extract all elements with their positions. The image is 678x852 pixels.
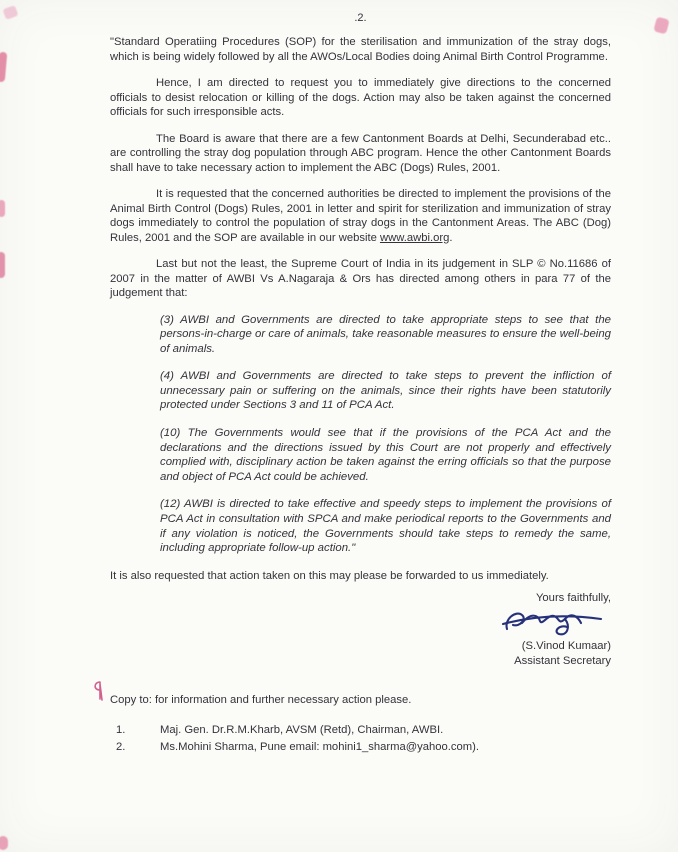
scan-artifact-top-right (653, 17, 669, 35)
judgement-quote-4: (4) AWBI and Governments are directed to take steps to prevent the infliction of unnecessary pain or suffering on the animals, since their rights have been statutorily protected under Sections 3 and 11 of PCA Act. (160, 370, 611, 412)
valediction: Yours faithfully, (535, 592, 611, 605)
copy-item-text: Ms.Mohini Sharma, Pune email: mohini1_sharma@yahoo.com). (160, 741, 480, 754)
paragraph-sop: "Standard Operatiing Procedures (SOP) for the sterilisation and immunization of the stray dogs, which is being widely followed by all the AWOs/Local Bodies doing Animal Birth Control Programme. (110, 36, 611, 63)
signatory-title: Assistant Secretary (514, 655, 611, 668)
paragraph-cantonment-boards: The Board is aware that there are a few Cantonment Boards at Delhi, Secunderabad etc.. are controlling the stray dog population through ABC program. Hence the other Cantonment Boards shall have to take necessary action to implement the ABC (Dogs) Rules, 2001. (110, 132, 611, 174)
scan-artifact-left-1 (0, 52, 7, 83)
copy-item-number: 2. (116, 741, 126, 754)
pink-pen-mark-icon (90, 680, 106, 702)
judgement-quote-12: (12) AWBI is directed to take effective and speedy steps to implement the provisions of PCA Act in consultation with SPCA and make periodical reports to the Governments and if any violation is noticed, the Governments should take steps to remedy the same, including appropriate follow-up action." (160, 498, 611, 555)
awbi-website-link[interactable]: www.awbi.org (379, 231, 450, 244)
judgement-quote-10: (10) The Governments would see that if the provisions of the PCA Act and the declarations and the directions issued by this Court are not properly and effectively complied with, disciplinary action be taken against the erring officials so that the purpose and object of PCA Act could be achieved. (160, 427, 611, 483)
copy-to-heading: Copy to: for information and further necessary action please. (110, 694, 412, 707)
copy-list-item (110, 740, 611, 755)
signature-block (110, 591, 611, 669)
handwritten-signature-icon (501, 607, 605, 639)
letter-body (110, 12, 611, 757)
closing-request-line: It is also requested that action taken on this may please be forwarded to us immediately. (110, 569, 549, 582)
page-number: .2. (354, 12, 367, 24)
scan-artifact-left-2 (0, 200, 5, 217)
paragraph-supreme-court: Last but not the least, the Supreme Court of India in its judgement in SLP © No.11686 of 2007 in the matter of AWBI Vs A.Nagaraja & Ors has directed among others in para 77 of the judgement that: (110, 258, 611, 299)
paragraph-abc-rules-end: . (449, 231, 453, 244)
paragraph-abc-rules (110, 187, 611, 245)
signatory-name: (S.Vinod Kumaar) (521, 640, 611, 653)
judgement-quote-3: (3) AWBI and Governments are directed to take appropriate steps to see that the persons-in-charge or care of animals, take reasonable measures to ensure the well-being of animals. (160, 313, 611, 355)
copy-item-number: 1. (116, 724, 126, 737)
copy-to-section (110, 693, 611, 755)
scan-artifact-top-left (3, 5, 19, 20)
paragraph-abc-rules-text: It is requested that the concerned authorities be directed to implement the provisions of the Animal Birth Control (Dogs) Rules, 2001 in letter and spirit for sterilization and immunization of stray dogs immediately to control the population of stray dogs in the Cantonment Areas. The ABC (Dog) Rules, 2001 and the SOP are available in our website (110, 188, 611, 244)
paragraph-directions-request: Hence, I am directed to request you to immediately give directions to the concerned officials to desist relocation or killing of the dogs. Action may also be taken against the concerned officials for such irresponsible acts. (110, 77, 611, 118)
scan-artifact-left-3 (0, 252, 5, 278)
scan-artifact-bottom-left (0, 836, 8, 850)
copy-list-item (110, 723, 611, 738)
copy-item-text: Maj. Gen. Dr.R.M.Kharb, AVSM (Retd), Chairman, AWBI. (160, 724, 444, 737)
